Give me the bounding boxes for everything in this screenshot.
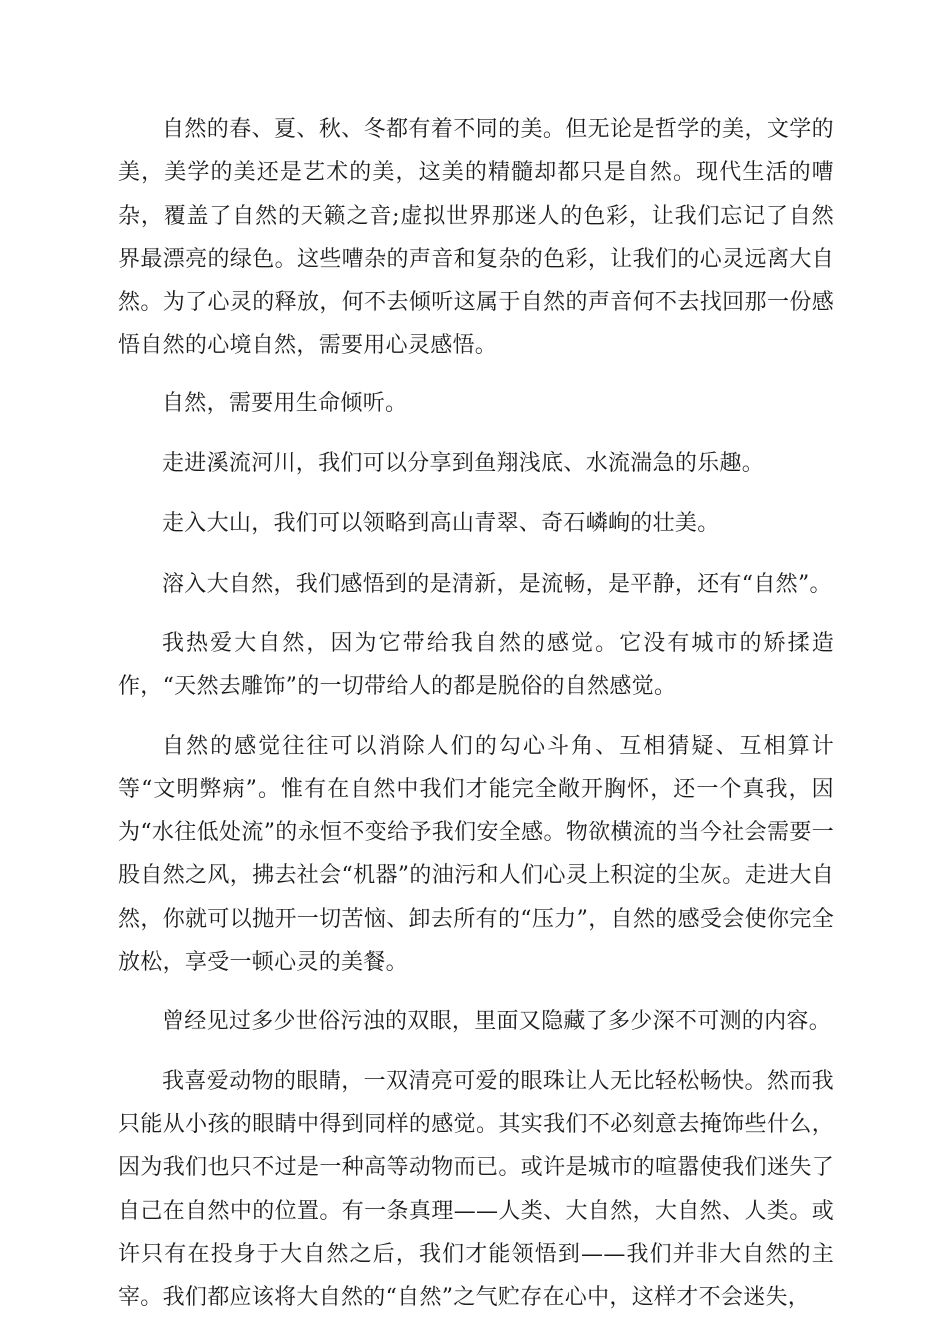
paragraph-nature-feeling: 自然的感觉往往可以消除人们的勾心斗角、互相猜疑、互相算计等“文明弊病”。惟有在自然中我们才能完全敞开胸怀，还一个真我，因为“水往低处流”的永恒不变给予我们安全感。物欲横流的当今社会需要一股自然之风，拂去社会“机器”的油污和人们心灵上积淀的尘灰。走进大自然，你就可以抛开一切苦恼、卸去所有的“压力”，自然的感受会使你完全放松，享受一顿心灵的美餐。 xyxy=(118,733,834,976)
paragraph-immerse-nature: 溶入大自然，我们感悟到的是清新，是流畅，是平静，还有“自然”。 xyxy=(162,571,832,597)
document-page xyxy=(118,108,834,1335)
paragraph-seasons: 自然的春、夏、秋、冬都有着不同的美。但无论是哲学的美，文学的美，美学的美还是艺术的美，这美的精髓却都只是自然。现代生活的嘈杂，覆盖了自然的天籁之音;虚拟世界那迷人的色彩，让我们忘记了自然界最漂亮的绿色。这些嘈杂的声音和复杂的色彩，让我们的心灵远离大自然。为了心灵的释放，何不去倾听这属于自然的声音何不去找回那一份感悟自然的心境自然，需要用心灵感悟。 xyxy=(118,117,834,359)
paragraph-listen-with-life: 自然，需要用生命倾听。 xyxy=(162,390,408,416)
paragraph-love-nature: 我热爱大自然，因为它带给我自然的感觉。它没有城市的矫揉造作，“天然去雕饰”的一切带给人的都是脱俗的自然感觉。 xyxy=(118,630,834,700)
paragraph-animal-eyes: 我喜爱动物的眼睛，一双清亮可爱的眼珠让人无比轻松畅快。然而我只能从小孩的眼睛中得到同样的感觉。其实我们不必刻意去掩饰些什么，因为我们也只不过是一种高等动物而已。或许是城市的喧嚣使我们迷失了自己在自然中的位置。有一条真理——人类、大自然，大自然、人类。或许只有在投身于大自然之后，我们才能领悟到——我们并非大自然的主宰。我们都应该将大自然的“自然”之气贮存在心中，这样才不会迷失， xyxy=(118,1068,834,1311)
paragraph-worldly-eyes: 曾经见过多少世俗污浊的双眼，里面又隐藏了多少深不可测的内容。 xyxy=(162,1009,832,1035)
paragraph-mountains: 走入大山，我们可以领略到高山青翠、奇石嶙峋的壮美。 xyxy=(162,511,720,537)
paragraph-streams-rivers: 走进溪流河川，我们可以分享到鱼翔浅底、水流湍急的乐趣。 xyxy=(162,451,765,477)
